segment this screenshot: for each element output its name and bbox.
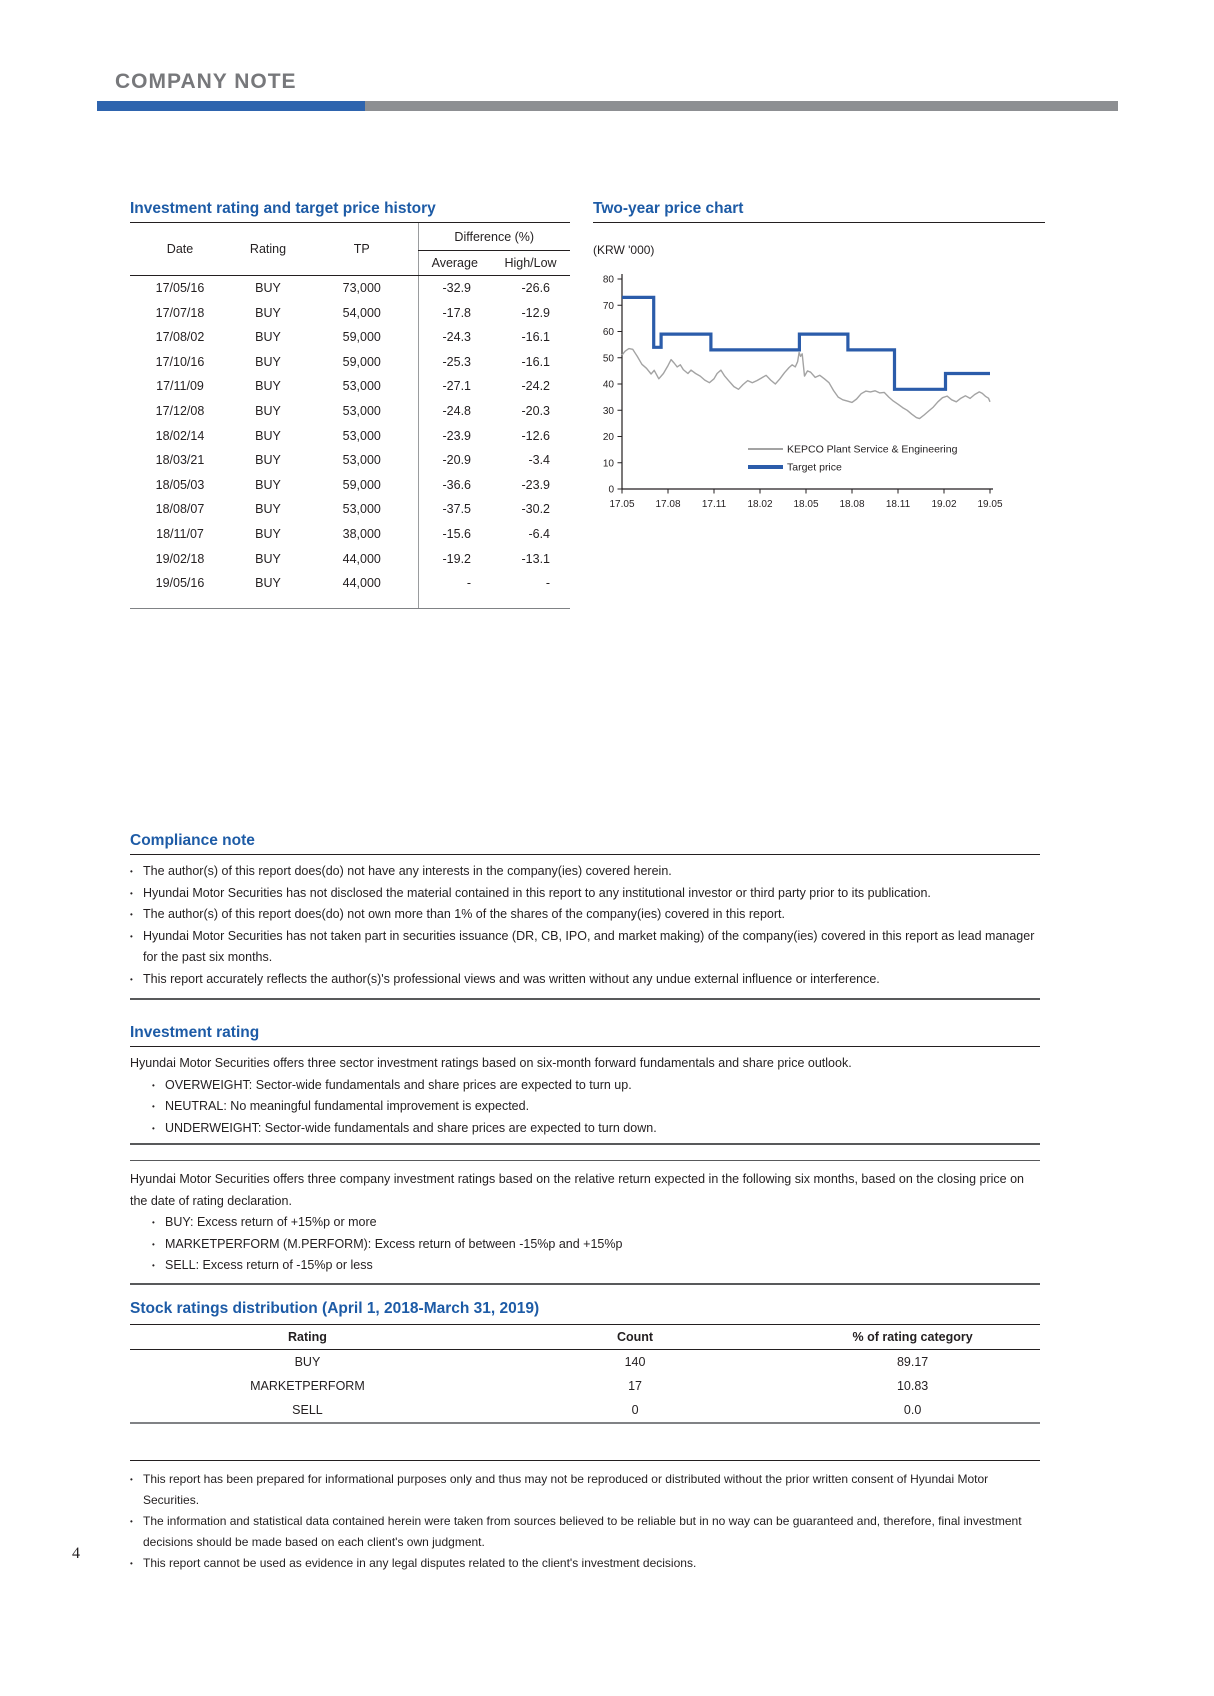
y-tick-label: 60: [602, 327, 614, 338]
col-header-average: Average: [418, 251, 491, 276]
table-cell: -25.3: [418, 350, 491, 375]
bullet-icon: •: [152, 1261, 155, 1270]
table-cell: 18/05/03: [155, 477, 205, 492]
table-cell: 53,000: [342, 502, 381, 517]
table-cell: 53,000: [342, 379, 381, 394]
bullet-item: [130, 904, 1040, 926]
table-cell: -13.1: [521, 551, 551, 566]
company-rating-intro: Hyundai Motor Securities offers three company investment ratings based on the relative return expected in the following six months, based on the closing price on the date of rating declaration.: [130, 1172, 1025, 1208]
table-row: [130, 473, 570, 498]
bullet-text: This report cannot be used as evidence in any legal disputes related to the client's investment decisions.: [143, 1556, 697, 1570]
y-tick-label: 10: [602, 458, 614, 470]
table-cell: 17/12/08: [155, 403, 205, 418]
bullet-icon: •: [152, 1102, 155, 1111]
table-cell: -17.8: [418, 301, 491, 326]
bullet-text: SELL: Excess return of -15%p or less: [165, 1258, 373, 1272]
table-cell: -36.6: [418, 473, 491, 498]
table-cell: BUY: [255, 576, 281, 591]
table-row: [130, 448, 570, 473]
table-cell: 54,000: [342, 305, 381, 320]
table-cell: -12.9: [521, 305, 551, 320]
bullet-text: OVERWEIGHT: Sector-wide fundamentals and share prices are expected to turn up.: [165, 1077, 632, 1092]
table-cell: 59,000: [342, 354, 381, 369]
table-cell: -37.5: [418, 497, 491, 522]
table-cell: 18/02/14: [155, 428, 205, 443]
table-row: [130, 350, 570, 375]
table-cell: 53,000: [342, 453, 381, 468]
table-cell: BUY: [255, 453, 281, 468]
bullet-item: [152, 1234, 1040, 1256]
table-cell: -15.6: [418, 522, 491, 547]
bullet-icon: •: [130, 910, 133, 919]
table-cell: 73,000: [342, 281, 381, 295]
bullet-text: The information and statistical data contained herein were taken from sources believed to be reliable but in no way can be guaranteed and, therefore, final investment decisions should be made based on each client's own judgment.: [143, 1514, 1022, 1549]
rating-history-table: [130, 223, 570, 608]
compliance-list: [130, 861, 1040, 1000]
bullet-icon: •: [152, 1239, 155, 1249]
y-tick-label: 50: [602, 353, 614, 365]
bullet-item: [130, 926, 1040, 969]
table-cell: BUY: [255, 477, 281, 492]
y-tick-label: 20: [602, 432, 614, 443]
bullet-icon: •: [130, 1475, 133, 1484]
table-cell: -30.2: [521, 502, 551, 517]
table-cell: 0: [631, 1403, 639, 1417]
table-row: [130, 301, 570, 326]
table-cell: 17/11/09: [156, 379, 204, 394]
table-cell: 17: [628, 1379, 642, 1393]
col-header-difference: Difference (%): [418, 223, 570, 251]
table-cell: 18/03/21: [155, 453, 205, 468]
bullet-item: [130, 969, 1040, 991]
col-header-highlow: High/Low: [491, 251, 570, 276]
rating-history-section: [130, 200, 570, 609]
bullet-item: [152, 1118, 1040, 1140]
table-row: [130, 374, 570, 399]
table-cell: BUY: [255, 281, 281, 295]
legend-label: KEPCO Plant Service & Engineering: [787, 443, 958, 456]
table-cell: -16.1: [521, 330, 551, 345]
table-cell: BUY: [294, 1355, 321, 1369]
x-tick-label: 19.05: [977, 499, 1003, 510]
header-bar: [97, 101, 1118, 111]
ratings-distribution-section: [130, 1300, 1040, 1424]
table-cell: 140: [624, 1355, 646, 1369]
x-tick-label: 19.02: [931, 499, 957, 510]
table-cell: 18/08/07: [155, 502, 205, 517]
company-rating-list: [130, 1212, 1040, 1285]
bullet-item: [152, 1255, 1040, 1277]
table-cell: 53,000: [342, 403, 381, 418]
table-cell: MARKETPERFORM: [250, 1379, 365, 1393]
bullet-text: NEUTRAL: No meaningful fundamental improvement is expected.: [165, 1099, 530, 1113]
table-cell: -32.9: [418, 276, 491, 301]
bullet-item: [152, 1212, 1040, 1234]
table-cell: -24.8: [418, 399, 491, 424]
bullet-item: [130, 1469, 1040, 1511]
investment-rating-section: [130, 1024, 1040, 1145]
table-row: [130, 325, 570, 350]
dist-col-rating: Rating: [130, 1325, 485, 1350]
bullet-icon: •: [130, 974, 133, 984]
bullet-text: This report has been prepared for informational purposes only and thus may not be reproduced or distributed without the prior written consent of Hyundai Motor Securities.: [143, 1472, 989, 1507]
price-line: [622, 349, 990, 419]
price-chart-section: [593, 200, 1045, 519]
bullet-icon: •: [130, 1559, 133, 1568]
dist-col-count: Count: [485, 1325, 785, 1350]
sector-rating-intro: Hyundai Motor Securities offers three sector investment ratings based on six-month forward fundamentals and share price outlook.: [130, 1056, 852, 1070]
y-tick-label: 30: [602, 405, 614, 417]
table-cell: -24.3: [418, 325, 491, 350]
y-tick-label: 0: [608, 484, 614, 496]
table-cell: BUY: [255, 354, 281, 369]
bullet-text: The author(s) of this report does(do) not have any interests in the company(ies) covered herein.: [143, 864, 672, 878]
table-row: [130, 1398, 1040, 1423]
table-cell: -16.1: [521, 354, 551, 369]
x-tick-label: 17.05: [609, 499, 635, 510]
bullet-text: Hyundai Motor Securities has not taken part in securities issuance (DR, CB, IPO, and market making) of the company(ies) covered in this report as lead manager for the past six months.: [143, 928, 1035, 964]
bullet-icon: •: [152, 1218, 155, 1227]
table-row: [130, 497, 570, 522]
page-number: 4: [72, 1545, 80, 1562]
table-cell: -: [545, 576, 551, 591]
table-row: [130, 522, 570, 547]
ratings-distribution-title: Stock ratings distribution (April 1, 2018-March 31, 2019): [130, 1300, 540, 1317]
bullet-icon: •: [130, 867, 133, 876]
table-row: [130, 1374, 1040, 1398]
dist-col-pct: % of rating category: [785, 1325, 1040, 1350]
page-title: COMPANY NOTE: [115, 70, 297, 93]
table-cell: 59,000: [342, 330, 381, 345]
x-tick-label: 17.11: [701, 499, 727, 510]
disclaimer-section: [130, 1460, 1040, 1574]
table-cell: 38,000: [342, 526, 381, 541]
col-header-rating: Rating: [230, 223, 306, 276]
x-tick-label: 18.08: [839, 499, 865, 510]
sector-rating-list: [130, 1075, 1040, 1146]
disclaimer-list: [130, 1469, 1040, 1574]
bullet-icon: •: [130, 931, 133, 941]
bullet-icon: •: [152, 1080, 155, 1090]
table-cell: -26.6: [521, 281, 551, 295]
y-tick-label: 80: [602, 274, 614, 286]
table-cell: 44,000: [342, 551, 381, 566]
table-cell: 44,000: [342, 576, 381, 591]
table-cell: BUY: [255, 379, 281, 394]
rating-history-table-wrap: [130, 223, 570, 609]
table-cell: 59,000: [342, 477, 381, 492]
table-cell: BUY: [255, 305, 281, 320]
table-row: [130, 547, 570, 572]
table-row: [130, 276, 570, 301]
header-bar-accent: [97, 101, 365, 111]
table-cell: BUY: [255, 551, 281, 566]
table-cell: -3.4: [528, 453, 551, 468]
bullet-text: This report accurately reflects the author(s)'s professional views and was written without any undue external influence or interference.: [143, 971, 880, 986]
bullet-item: [130, 883, 1040, 905]
table-cell: 17/10/16: [155, 354, 205, 369]
chart-unit-label: (KRW '000): [593, 243, 655, 257]
table-cell: 10.83: [896, 1379, 929, 1393]
table-cell: -12.6: [521, 428, 551, 443]
x-tick-label: 17.08: [655, 499, 681, 510]
table-cell: BUY: [255, 526, 281, 541]
table-cell: BUY: [255, 403, 281, 418]
bullet-text: MARKETPERFORM (M.PERFORM): Excess return of between -15%p and +15%p: [165, 1236, 623, 1251]
y-tick-label: 70: [602, 300, 614, 312]
x-tick-label: 18.11: [885, 499, 911, 510]
price-chart: [593, 261, 1045, 519]
bullet-item: [152, 1096, 1040, 1118]
table-cell: -24.2: [521, 379, 551, 394]
bullet-item: [130, 1511, 1040, 1553]
table-cell: 17/08/02: [155, 330, 205, 345]
table-cell: SELL: [292, 1403, 323, 1417]
bullet-icon: •: [130, 888, 133, 898]
col-header-date: Date: [130, 223, 230, 276]
table-cell: -27.1: [418, 374, 491, 399]
table-cell: 17/05/16: [155, 281, 205, 295]
investment-rating-title: Investment rating: [130, 1024, 1040, 1047]
table-row: [130, 571, 570, 596]
table-spacer-row: [130, 596, 570, 608]
bullet-text: UNDERWEIGHT: Sector-wide fundamentals and share prices are expected to turn down.: [165, 1120, 657, 1135]
table-cell: 53,000: [342, 428, 381, 443]
table-cell: -23.9: [521, 477, 551, 492]
compliance-title: Compliance note: [130, 832, 1040, 855]
price-chart-title: Two-year price chart: [593, 200, 1045, 223]
y-tick-label: 40: [602, 379, 614, 391]
bullet-icon: •: [152, 1123, 155, 1133]
table-cell: 89.17: [896, 1355, 929, 1369]
ratings-distribution-table: [130, 1324, 1040, 1424]
table-row: [130, 399, 570, 424]
table-cell: -20.3: [521, 403, 551, 418]
table-cell: 18/11/07: [156, 526, 204, 541]
bullet-item: [130, 861, 1040, 883]
bullet-item: [130, 1553, 1040, 1574]
table-cell: -6.4: [528, 526, 551, 541]
table-cell: BUY: [255, 428, 281, 443]
bullet-text: BUY: Excess return of +15%p or more: [165, 1215, 377, 1229]
bullet-text: Hyundai Motor Securities has not disclosed the material contained in this report to any institutional investor or third party prior to its publication.: [143, 885, 931, 900]
bullet-icon: •: [130, 1517, 133, 1526]
x-tick-label: 18.02: [747, 499, 773, 510]
table-cell: BUY: [255, 330, 281, 345]
table-cell: -23.9: [418, 424, 491, 449]
table-cell: 17/07/18: [155, 305, 205, 320]
legend-label: Target price: [787, 461, 842, 474]
col-header-tp: TP: [306, 223, 418, 276]
target-price-line: [622, 297, 990, 389]
bullet-item: [152, 1075, 1040, 1097]
table-cell: -19.2: [418, 547, 491, 572]
company-rating-section: [130, 1160, 1040, 1285]
table-cell: -20.9: [418, 448, 491, 473]
rating-history-title: Investment rating and target price history: [130, 200, 570, 223]
table-cell: 0.0: [903, 1403, 922, 1417]
table-cell: 19/02/18: [155, 551, 205, 566]
compliance-section: [130, 832, 1040, 1000]
table-cell: -: [418, 571, 491, 596]
x-tick-label: 18.05: [793, 499, 819, 510]
table-row: [130, 1350, 1040, 1375]
bullet-text: The author(s) of this report does(do) not own more than 1% of the shares of the company(ies) covered in this report.: [143, 907, 785, 921]
table-cell: BUY: [255, 502, 281, 517]
table-cell: 19/05/16: [155, 576, 205, 591]
table-row: [130, 424, 570, 449]
